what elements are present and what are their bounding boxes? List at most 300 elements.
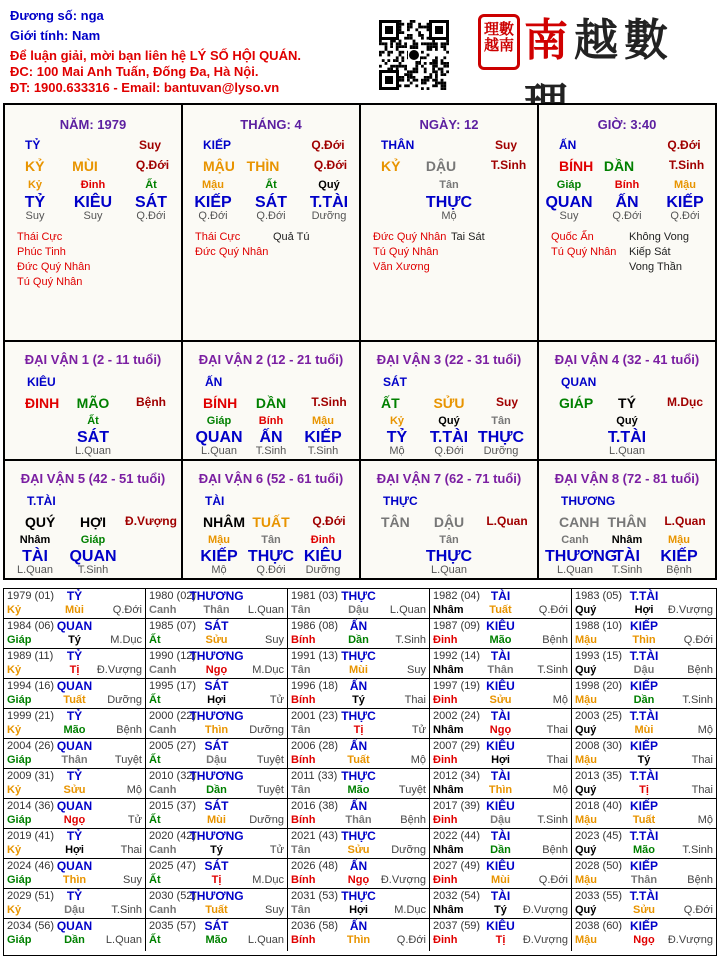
year-branch: Thìn: [488, 784, 513, 796]
year-phase: Tử: [269, 844, 284, 856]
dai-van-hidden-phase: T.Sinh: [611, 564, 643, 576]
year-branch: Dậu: [490, 814, 511, 826]
year-star: SÁT: [204, 679, 229, 693]
year-label: 1995 (17): [149, 680, 197, 692]
dai-van-hidden-phase: L.Quan: [74, 445, 112, 457]
dai-van-title: ĐẠI VẬN 1 (2 - 11 tuổi): [24, 352, 162, 367]
year-label: 1982 (04): [433, 590, 481, 602]
dai-van-hidden-star: TÀI: [614, 548, 640, 565]
dai-van-hidden-stem: Tân: [439, 534, 459, 546]
year-cell: [146, 859, 288, 889]
dai-van-hidden-stem: Quý: [438, 415, 460, 427]
year-branch: Thân: [630, 874, 658, 886]
year-cell: [146, 769, 288, 799]
year-stem: Bính: [291, 694, 316, 706]
year-branch: Sửu: [347, 844, 370, 856]
hidden-phase: Q.Đới: [256, 210, 286, 222]
year-star: TỶ: [66, 829, 83, 843]
year-stem: Giáp: [7, 814, 32, 826]
year-phase: Dưỡng: [391, 844, 426, 856]
year-label: 1996 (18): [291, 680, 339, 692]
year-stem: Mậu: [575, 694, 597, 706]
year-stem: Tân: [291, 724, 311, 736]
shensha-left: Phúc Tinh: [17, 246, 66, 258]
dai-van-star: T.TÀI: [27, 494, 56, 508]
hidden-star: THỰC: [425, 194, 473, 211]
year-cell: [4, 649, 146, 679]
dai-van-hidden-star: KIẾP: [660, 548, 698, 565]
year-star: KIẾP: [629, 919, 658, 933]
year-cell: [4, 859, 146, 889]
year-stem: Ất: [149, 934, 161, 946]
year-star: T.TÀI: [629, 589, 659, 603]
year-star: T.TÀI: [629, 709, 659, 723]
year-phase: Q.Đới: [538, 874, 568, 886]
year-branch: Dậu: [64, 904, 85, 916]
dai-van-stem: GIÁP: [559, 395, 594, 411]
year-cell: [288, 919, 430, 951]
year-label: 2030 (52): [149, 890, 197, 902]
year-branch: Tý: [352, 694, 365, 706]
year-label: 2018 (40): [575, 800, 623, 812]
year-star: TÀI: [490, 889, 511, 903]
dai-van-hidden-star: T.TÀI: [607, 429, 647, 446]
year-label: 2003 (25): [575, 710, 623, 722]
year-stem: Giáp: [7, 754, 32, 766]
pillar-title: NGÀY: 12: [419, 117, 479, 132]
year-stem: Mậu: [575, 814, 597, 826]
year-label: 2006 (28): [291, 740, 339, 752]
year-star: THỰC: [341, 709, 376, 723]
year-phase: L.Quan: [247, 934, 284, 946]
year-star: KIÊU: [486, 919, 515, 933]
shensha-left: Tú Quý Nhân: [373, 246, 439, 258]
dai-van-hidden-phase: L.Quan: [200, 445, 238, 457]
year-label: 2023 (45): [575, 830, 623, 842]
shensha-left: Quốc Ấn: [551, 231, 594, 243]
dai-van-star: SÁT: [383, 375, 407, 389]
year-cell: [4, 829, 146, 859]
dai-van-phase: Q.Đới: [312, 514, 346, 528]
dai-van-hidden-stem: Bính: [258, 415, 284, 427]
gender: Giới tính: Nam: [10, 28, 101, 43]
dai-van-hidden-star: TỶ: [386, 429, 408, 446]
year-label: 2037 (59): [433, 920, 481, 932]
year-stem: Canh: [149, 604, 177, 616]
year-stem: Nhâm: [433, 604, 464, 616]
year-branch: Mão: [63, 724, 86, 736]
shensha-left: Đức Quý Nhân: [17, 261, 91, 273]
year-label: 2026 (48): [291, 860, 339, 872]
dai-van-star: TÀI: [205, 494, 225, 508]
year-label: 2033 (55): [575, 890, 623, 902]
year-stem: Tân: [291, 844, 311, 856]
pillar-branch: DẦN: [603, 158, 635, 174]
year-branch: Mùi: [207, 814, 226, 826]
dai-van-cell: [183, 342, 361, 461]
dai-van-phase: M.Dục: [667, 395, 703, 409]
pillar-top-star: THÂN: [381, 138, 415, 152]
dai-van-hidden-phase: L.Quan: [16, 564, 54, 576]
year-star: ẤN: [349, 739, 368, 753]
year-stem: Nhâm: [433, 784, 464, 796]
year-phase: Tuyệt: [398, 784, 426, 796]
year-label: 2009 (31): [7, 770, 55, 782]
dai-van-stem: ẤT: [381, 395, 400, 411]
year-phase: Tử: [411, 724, 426, 736]
hidden-phase: Suy: [559, 210, 579, 222]
year-star: SÁT: [204, 859, 229, 873]
dai-van-hidden-phase: Mộ: [211, 564, 227, 576]
year-stem: Mậu: [575, 874, 597, 886]
year-cell: [146, 589, 288, 619]
year-phase: T.Sinh: [682, 844, 713, 856]
year-stem: Tân: [291, 784, 311, 796]
year-label: 1984 (06): [7, 620, 55, 632]
dai-van-hidden-stem: Tân: [261, 534, 281, 546]
dai-van-star: KIÊU: [27, 375, 56, 389]
year-label: 2008 (30): [575, 740, 623, 752]
year-star: TỶ: [66, 769, 83, 783]
year-branch: Tuất: [63, 694, 86, 706]
year-branch: Ngọ: [63, 814, 86, 826]
pillar-stem: KỶ: [381, 158, 401, 174]
year-star: T.TÀI: [629, 769, 659, 783]
year-phase: Bệnh: [542, 634, 568, 646]
pillar-stem: KỶ: [25, 158, 45, 174]
year-cell: [146, 829, 288, 859]
dai-van-stem: BÍNH: [203, 395, 238, 411]
year-branch: Tý: [210, 844, 223, 856]
year-phase: Q.Đới: [683, 904, 713, 916]
contact-phone-email: ĐT: 1900.633316 - Email: bantuvan@lyso.vn: [10, 80, 280, 95]
year-branch: Dần: [633, 694, 655, 706]
dai-van-hidden-stem: Nhâm: [19, 534, 51, 546]
dai-van-hidden-star: T.TÀI: [429, 429, 469, 446]
year-phase: Mộ: [410, 754, 426, 766]
year-cell: [572, 649, 716, 679]
year-star: KIẾP: [629, 799, 658, 813]
year-branch: Mão: [489, 634, 512, 646]
year-label: 2002 (24): [433, 710, 481, 722]
year-stem: Kỷ: [7, 724, 22, 736]
dai-van-branch: DẦN: [255, 395, 287, 411]
dai-van-hidden-star: TÀI: [22, 548, 48, 565]
hidden-star: ẤN: [615, 194, 639, 211]
shensha-right: Kiếp Sát: [629, 246, 671, 258]
year-stem: Bính: [291, 814, 316, 826]
year-branch: Mùi: [491, 874, 510, 886]
dai-van-phase: Bệnh: [136, 395, 166, 409]
dai-van-title: ĐẠI VẬN 2 (12 - 21 tuổi): [198, 352, 344, 367]
year-stem: Canh: [149, 664, 177, 676]
year-cell: [430, 829, 572, 859]
year-phase: Dưỡng: [107, 694, 142, 706]
year-label: 1989 (11): [7, 650, 54, 662]
year-stem: Tân: [291, 904, 311, 916]
year-branch: Tị: [639, 784, 649, 796]
year-label: 1997 (19): [433, 680, 481, 692]
hidden-phase: Dưỡng: [311, 210, 347, 222]
year-phase: Tuyệt: [256, 754, 284, 766]
year-stem: Giáp: [7, 694, 32, 706]
year-star: THƯƠNG: [189, 709, 244, 723]
pillar-cell: [183, 105, 361, 342]
year-stem: Quý: [575, 844, 597, 856]
year-cell: [4, 769, 146, 799]
dai-van-stem: NHÂM: [203, 514, 245, 530]
year-label: 2021 (43): [291, 830, 339, 842]
year-star: THƯƠNG: [189, 889, 244, 903]
year-star: ẤN: [349, 859, 368, 873]
year-cell: [572, 739, 716, 769]
year-cell: [572, 889, 716, 919]
year-branch: Mùi: [349, 664, 368, 676]
dai-van-branch: SỬU: [433, 395, 465, 411]
year-phase: L.Quan: [247, 604, 284, 616]
dai-van-hidden-star: QUAN: [69, 548, 117, 565]
year-branch: Sửu: [205, 634, 228, 646]
year-label: 1986 (08): [291, 620, 339, 632]
year-branch: Ngọ: [205, 664, 228, 676]
hidden-stem: Đinh: [80, 179, 106, 191]
year-star: KIẾP: [629, 619, 658, 633]
dai-van-hidden-stem: Mậu: [208, 534, 230, 546]
year-branch: Dần: [490, 844, 511, 856]
year-cell: [288, 829, 430, 859]
year-label: 1981 (03): [291, 590, 339, 602]
year-phase: Đ.Vượng: [96, 664, 142, 676]
hidden-stem: Ất: [265, 179, 277, 191]
hidden-phase: Suy: [83, 210, 103, 222]
year-phase: Tuyệt: [114, 754, 142, 766]
dai-van-cell: [539, 461, 715, 578]
year-label: 2017 (39): [433, 800, 481, 812]
year-label: 2000 (22): [149, 710, 197, 722]
year-phase: L.Quan: [389, 604, 426, 616]
year-phase: Q.Đới: [112, 604, 142, 616]
year-cell: [572, 799, 716, 829]
year-phase: Đ.Vượng: [667, 604, 713, 616]
year-branch: Hợi: [634, 604, 654, 616]
year-branch: Ngọ: [489, 724, 512, 736]
year-stem: Kỷ: [7, 604, 22, 616]
year-stem: Đinh: [433, 934, 458, 946]
year-stem: Đinh: [433, 754, 458, 766]
year-branch: Mùi: [65, 604, 84, 616]
dai-van-branch: DẬU: [433, 514, 465, 530]
year-star: T.TÀI: [629, 829, 659, 843]
pillar-top-phase: Suy: [494, 138, 517, 152]
year-cell: [146, 919, 288, 951]
year-star: THỰC: [341, 649, 376, 663]
year-stem: Bính: [291, 634, 316, 646]
pillar-cell: [539, 105, 715, 342]
pillar-branch-phase: T.Sinh: [490, 158, 527, 172]
dai-van-branch: THÂN: [607, 514, 647, 530]
year-star: TÀI: [490, 589, 511, 603]
qr-code[interactable]: [379, 20, 449, 90]
dai-van-star: ẤN: [205, 375, 223, 389]
year-phase: Bệnh: [116, 724, 142, 736]
year-stem: Mậu: [575, 634, 597, 646]
year-star: QUAN: [56, 679, 93, 693]
shensha-left: Tú Quý Nhân: [17, 276, 83, 288]
year-label: 2020 (42): [149, 830, 197, 842]
year-branch: Hợi: [349, 904, 368, 916]
pillar-title: GIỜ: 3:40: [597, 117, 657, 132]
year-star: TỶ: [66, 589, 83, 603]
year-branch: Hợi: [65, 844, 84, 856]
chart-panel: [3, 103, 717, 580]
dai-van-title: ĐẠI VẬN 5 (42 - 51 tuổi): [20, 471, 166, 486]
year-stem: Kỷ: [7, 844, 22, 856]
pillar-branch: THÌN: [246, 158, 280, 174]
year-phase: Suy: [123, 874, 142, 886]
year-label: 2029 (51): [7, 890, 55, 902]
hidden-phase: Mộ: [441, 210, 457, 222]
year-cell: [146, 619, 288, 649]
year-star: QUAN: [56, 619, 93, 633]
year-star: TỶ: [66, 709, 83, 723]
year-cell: [4, 679, 146, 709]
dai-van-hidden-phase: T.Sinh: [77, 564, 109, 576]
year-stem: Nhâm: [433, 904, 464, 916]
year-label: 2001 (23): [291, 710, 339, 722]
year-cell: [572, 769, 716, 799]
pillar-branch-phase: T.Sinh: [668, 158, 705, 172]
dai-van-branch: TUẤT: [252, 514, 290, 530]
year-phase: M.Dục: [110, 634, 142, 646]
contact-line-1: Để luận giải, mời bạn liên hệ LÝ SỐ HỘI QUÁN.: [10, 48, 301, 63]
year-phase: Thai: [404, 694, 426, 706]
dai-van-hidden-phase: Dưỡng: [483, 445, 519, 457]
year-phase: Dưỡng: [249, 814, 284, 826]
year-stem: Bính: [291, 754, 316, 766]
dai-van-cell: [5, 342, 183, 461]
year-star: KIÊU: [486, 859, 515, 873]
pillar-branch: DẬU: [425, 158, 457, 174]
year-branch: Dần: [64, 934, 85, 946]
year-branch: Thân: [203, 604, 230, 616]
year-label: 2013 (35): [575, 770, 623, 782]
year-star: ẤN: [349, 919, 368, 933]
dai-van-hidden-stem: Giáp: [80, 534, 106, 546]
dai-van-hidden-star: SÁT: [77, 429, 109, 446]
year-label: 2004 (26): [7, 740, 55, 752]
year-label: 2016 (38): [291, 800, 339, 812]
year-cell: [572, 859, 716, 889]
hidden-stem: Mậu: [202, 179, 224, 191]
hidden-star: T.TÀI: [309, 194, 349, 211]
year-branch: Thân: [61, 754, 88, 766]
year-cell: [288, 619, 430, 649]
year-cell: [146, 739, 288, 769]
year-branch: Mão: [205, 934, 228, 946]
year-branch: Tị: [353, 724, 364, 736]
year-label: 1988 (10): [575, 620, 623, 632]
year-star: THƯƠNG: [189, 589, 244, 603]
year-star: KIÊU: [486, 619, 515, 633]
year-cell: [288, 889, 430, 919]
year-stem: Giáp: [7, 934, 32, 946]
year-star: THỰC: [341, 769, 376, 783]
year-phase: Thai: [691, 754, 713, 766]
pillar-top-star: TỶ: [25, 138, 41, 152]
year-stem: Đinh: [433, 634, 458, 646]
year-label: 2035 (57): [149, 920, 197, 932]
year-cell: [146, 709, 288, 739]
year-stem: Quý: [575, 604, 597, 616]
hidden-star: SÁT: [255, 194, 287, 211]
year-label: 2007 (29): [433, 740, 481, 752]
year-cell: [288, 799, 430, 829]
hidden-star: QUAN: [545, 194, 593, 211]
year-phase: Thai: [691, 784, 713, 796]
shensha-right: Vong Thần: [629, 261, 683, 273]
year-branch: Tị: [211, 874, 222, 886]
dai-van-hidden-stem: Ất: [87, 415, 99, 427]
year-star: QUAN: [56, 859, 93, 873]
year-cell: [288, 769, 430, 799]
year-phase: Q.Đới: [396, 934, 426, 946]
year-branch: Hợi: [207, 694, 226, 706]
year-phase: Mộ: [126, 784, 142, 796]
dai-van-stem: ĐINH: [25, 395, 60, 411]
contact-address: ĐC: 100 Mai Anh Tuấn, Đống Đa, Hà Nội.: [10, 64, 259, 79]
year-star: ẤN: [349, 679, 368, 693]
year-phase: Q.Đới: [538, 604, 568, 616]
year-stem: Nhâm: [433, 724, 464, 736]
year-cell: [288, 589, 430, 619]
year-phase: Đ.Vượng: [380, 874, 426, 886]
year-stem: Mậu: [575, 754, 597, 766]
shensha-left: Thái Cực: [17, 231, 63, 243]
year-star: SÁT: [204, 799, 229, 813]
pillar-top-phase: Q.Đới: [667, 138, 701, 152]
year-stem: Ất: [149, 634, 161, 646]
hidden-stem: Tân: [439, 179, 459, 191]
dai-van-phase: Suy: [495, 395, 518, 409]
pillar-cell: [5, 105, 183, 342]
year-branch: Sửu: [632, 904, 656, 916]
dai-van-hidden-stem: Đinh: [310, 534, 336, 546]
year-stem: Nhâm: [433, 664, 464, 676]
dai-van-title: ĐẠI VẬN 7 (62 - 71 tuổi): [376, 471, 522, 486]
dai-van-cell: [5, 461, 183, 578]
dai-van-hidden-phase: T.Sinh: [255, 445, 287, 457]
dai-van-hidden-star: KIẾP: [200, 548, 238, 565]
logo-seal: 理數 越南: [478, 14, 520, 70]
year-label: 1994 (16): [7, 680, 55, 692]
year-phase: Đ.Vượng: [522, 904, 568, 916]
year-label: 1993 (15): [575, 650, 623, 662]
dai-van-hidden-phase: L.Quan: [556, 564, 594, 576]
year-stem: Ất: [149, 874, 161, 886]
dai-van-hidden-stem: Canh: [561, 534, 589, 546]
year-cell: [430, 649, 572, 679]
dai-van-hidden-star: QUAN: [195, 429, 243, 446]
dai-van-hidden-star: ẤN: [259, 429, 283, 446]
year-cell: [572, 589, 716, 619]
dai-van-hidden-phase: Mộ: [389, 445, 405, 457]
dai-van-cell: [361, 461, 539, 578]
year-label: 2038 (60): [575, 920, 623, 932]
dai-van-title: ĐẠI VẬN 8 (72 - 81 tuổi): [554, 471, 700, 486]
year-branch: Tị: [495, 934, 506, 946]
year-star: SÁT: [204, 619, 229, 633]
year-cell: [288, 649, 430, 679]
